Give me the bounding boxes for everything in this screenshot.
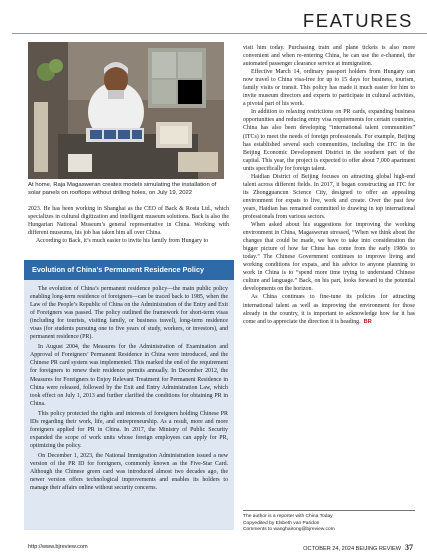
sidebar-box — [24, 260, 234, 530]
right-column-text — [243, 44, 415, 326]
sidebar-paragraph: On December 1, 2023, the National Immigration Administration issued a new version of the PR ID for foreigners, commonly known as the Five-Star Card. Although the Chinese green card was introduced almost two decades ago, the newer version offers technological improvements and enables its holders to manage their affairs online without security concerns. — [30, 452, 228, 492]
credit-line: Comments to wanghairong@bjreview.com — [243, 527, 335, 533]
footer-url[interactable]: http://www.bjreview.com — [28, 544, 88, 550]
section-title: FEATURES — [302, 10, 413, 31]
photo-caption: At home, Raja Magasweran creates models simulating the installation of solar panels on rooftops without drilling holes, on July 19, 2022 — [28, 182, 217, 196]
paragraph: In addition to relaxing restrictions on PR cards, expanding business opportunities and reducing entry visa requirements for certain countries, China has also been developing “international talent communities” (ITCs) to meet the needs of foreign professionals. For example, Beijing has established several such communities, including the ITC in the Beijing Economic Development District in the southern part of the capital. This year, the project is expected to offer about 7,000 apartment units specifically for foreign talent. — [243, 109, 415, 172]
sidebar-paragraph: In August 2004, the Measures for the Administration of Examination and Approval of Foreigners’ Permanent Residence in China were introduced, and the Chinese PR card system was implemented. This marked the end of the requirement for foreigners to renew their residence permits annually. In December 2012, the Measures for Foreigners to Enjoy Relevant Treatment for Permanent Residence in China were released, followed by the Exit and Entry Administration Law, which took effect on July 1, 2013 and further clarified the conditions for obtaining PR in China. — [30, 344, 228, 407]
paragraph: Haidian District of Beijing focuses on attracting global high-end talent across different fields. In 2017, it began constructing an ITC for its Zhongguancun Science City, designed to offer an appealing environment for expats to live, work and create. Over the past few years, Haidian has remained committed to drawing in top international professionals from various sectors. — [243, 173, 415, 220]
feature-photo — [28, 42, 224, 179]
end-mark: BR — [363, 318, 372, 325]
paragraph: According to Back, it’s much easier to invite his family from Hungary to — [36, 238, 209, 245]
sidebar-paragraph: This policy protected the rights and interests of foreigners holding Chinese PR IDs regarding their work, life, and entrepreneurship. As a result, more and more foreigners applied for PR in China. In 2017, the Ministry of Public Security expanded the scope of work units whose foreign employees can apply for PR, optimizing the policy. — [30, 410, 228, 449]
left-column-text — [28, 205, 229, 245]
page-number: 37 — [405, 543, 413, 552]
sidebar-title: Evolution of China’s Permanent Residence Policy — [24, 260, 234, 280]
header-rule — [12, 33, 427, 34]
paragraph-last — [243, 293, 415, 326]
issue-info: OCTOBER 24, 2024 BEIJING REVIEW — [303, 546, 401, 552]
credit-line: Copyedited by Elsbeth van Paridon — [243, 520, 320, 526]
footer-issue — [303, 543, 413, 552]
sidebar-body — [24, 285, 234, 492]
paragraph: 2023. He has been working in Shanghai as the CEO of Back & Rosta Ltd., which specializes in cultural digitization and intelligent museum solutions. Back is also the Hungarian National Museum’s general representative in China. Working with different museums, his job has taken him all over China. — [28, 206, 229, 237]
author-credits — [243, 510, 415, 534]
sidebar-paragraph: The evolution of China’s permanent residence policy—the main public policy enabling long-term residence of foreigners—can be traced back to 1985, when the Law of the People’s Republic of China on the Administration of the Entry and Exit of Foreigners was passed. The policy outlined the framework for short-term visas (including for tourists, visiting family, or business travel), long-term residence visas (for students pursuing one to five years of study, workers, or investors), and permanent residence (PR). — [30, 286, 228, 341]
photo-illustration — [28, 42, 224, 179]
paragraph: When asked about his suggestions for improving the working environment in China, Magasweran stressed, “When we think about the changes that could be made, we have to take into consideration the bigger picture of how far China has come from the early 1980s to today.” The Chinese Government continues to improve living and working conditions for expats, and his advice to anyone planning to work in China is to “spend more time trying to understand Chinese culture and language.” Back, on his part, looks forward to the potential developments on the horizon. — [243, 222, 415, 293]
section-header — [0, 0, 427, 36]
credit-line: The author is a reporter with China Today — [243, 514, 333, 519]
paragraph-text: As China continues to fine-tune its policies for attracting international talent as well as improving the environment for those already in the country, it is important to acknowledge how far it has come and to appreciate the direction it is heading. — [243, 294, 415, 325]
paragraph: visit him today. Purchasing train and plane tickets is also more convenient and when re-entering China, he can use the e-channel, the automated passenger clearance service at immigration. — [243, 45, 415, 68]
paragraph: Effective March 14, ordinary passport holders from Hungary can now travel to China visa-free for up to 15 days for business, tourism, family visits or transit. This policy has made it much easier for him to invite museum directors and experts to participate in cultural activities, a pivotal part of his work. — [243, 69, 415, 108]
